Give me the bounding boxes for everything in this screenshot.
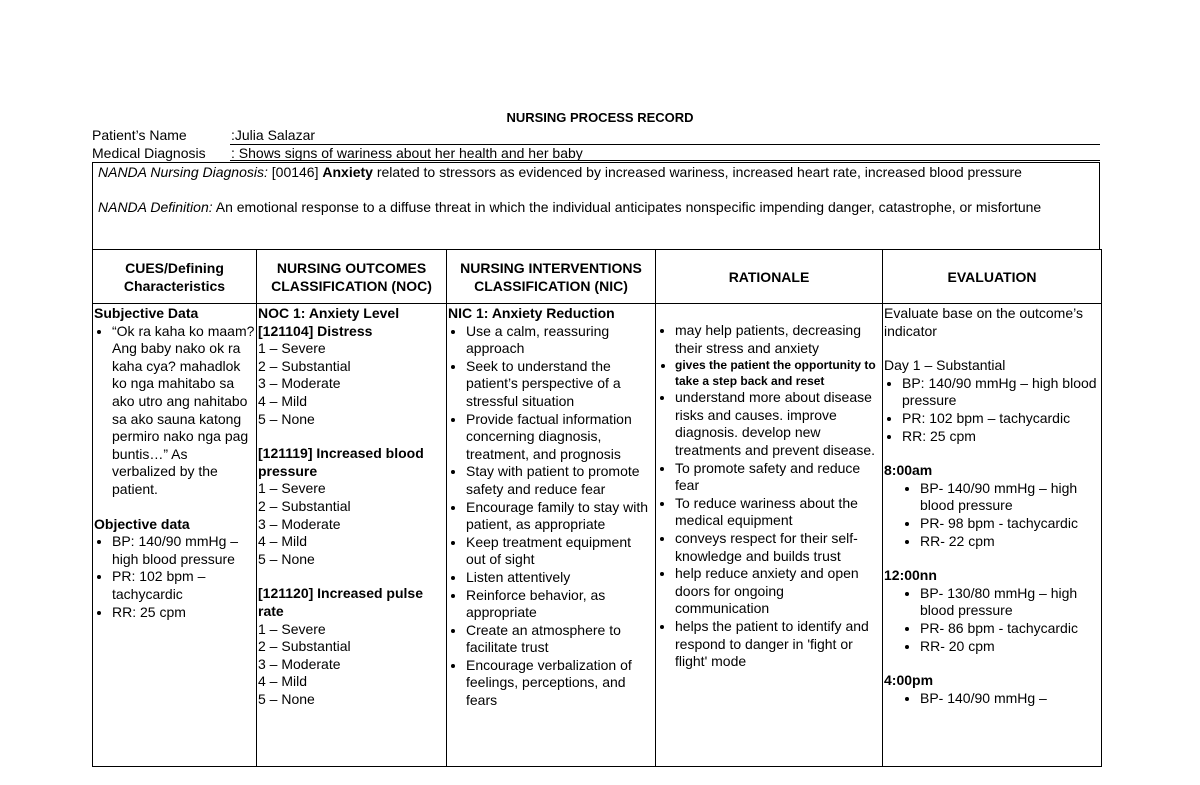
nanda-diagnosis-text: related to stressors as evidenced by increased wariness, increased heart rate, increased blood pressure bbox=[372, 164, 1022, 180]
patient-name-value: :Julia Salazar bbox=[231, 127, 316, 143]
scale-item: 4 – Mild bbox=[258, 392, 308, 409]
table-row bbox=[93, 304, 1102, 767]
column-header-cues: CUES/Defining Characteristics bbox=[93, 250, 257, 304]
patient-name-label: Patient’s Name bbox=[92, 127, 187, 143]
list-item: • PR: 102 bpm – tachycardic bbox=[112, 568, 255, 603]
cues-cell bbox=[93, 304, 257, 767]
evaluation-time: 12:00nn bbox=[884, 567, 937, 584]
rationale-list bbox=[657, 322, 881, 671]
scale-item: 5 – None bbox=[258, 550, 315, 567]
list-item: • PR- 86 bpm - tachycardic bbox=[920, 620, 1100, 638]
nanda-diagnosis-label: NANDA Nursing Diagnosis: bbox=[98, 164, 268, 180]
nanda-definition-text: An emotional response to a diffuse threat in which the individual anticipates nonspecific impending danger, catastrophe, or misfortune bbox=[212, 198, 1042, 215]
list-item: • helps the patient to identify and respond to danger in 'fight or flight' mode bbox=[675, 618, 881, 671]
list-item: • To reduce wariness about the medical equipment bbox=[675, 495, 881, 530]
noc-heading: NOC 1: Anxiety Level bbox=[258, 305, 400, 321]
column-header-noc: NURSING OUTCOMES CLASSIFICATION (NOC) bbox=[257, 250, 447, 304]
list-item: • RR- 20 cpm bbox=[920, 638, 1100, 656]
nic-heading: NIC 1: Anxiety Reduction bbox=[448, 305, 615, 321]
noc-cell bbox=[257, 304, 447, 767]
nanda-diagnosis-term: Anxiety bbox=[322, 164, 373, 180]
list-item: • understand more about disease risks and causes. improve diagnosis. develop new treatments and prevent disease. bbox=[675, 389, 881, 459]
scale-item: 2 – Substantial bbox=[258, 497, 351, 514]
evaluation-intro: Evaluate base on the outcome’s indicator bbox=[884, 305, 1083, 339]
page-title: NURSING PROCESS RECORD bbox=[506, 110, 694, 125]
patient-name-row bbox=[92, 127, 1100, 144]
list-item: • RR: 25 cpm bbox=[902, 428, 1100, 446]
evaluation-day-list bbox=[884, 375, 1100, 445]
evaluation-time-list bbox=[884, 585, 1100, 655]
evaluation-time: 8:00am bbox=[884, 462, 933, 479]
list-item: • help reduce anxiety and open doors for ongoing communication bbox=[675, 565, 881, 618]
list-item: • BP- 130/80 mmHg – high blood pressure bbox=[920, 585, 1100, 620]
list-item: • Encourage family to stay with patient, as appropriate bbox=[466, 499, 654, 534]
noc-group-title: [121119] Increased blood pressure bbox=[258, 445, 424, 479]
scale-item: 3 – Moderate bbox=[258, 515, 341, 532]
scale-item: 1 – Severe bbox=[258, 620, 326, 637]
list-item: • BP- 140/90 mmHg – high blood pressure bbox=[920, 480, 1100, 515]
objective-heading: Objective data bbox=[94, 515, 190, 532]
nanda-definition bbox=[98, 199, 1094, 217]
medical-diagnosis-underline bbox=[230, 160, 1100, 161]
subjective-heading: Subjective Data bbox=[94, 305, 199, 321]
list-item: • BP: 140/90 mmHg – high blood pressure bbox=[902, 375, 1100, 410]
scale-item: 3 – Moderate bbox=[258, 655, 341, 672]
nic-cell bbox=[447, 304, 656, 767]
list-item: • BP: 140/90 mmHg – high blood pressure bbox=[112, 533, 255, 568]
list-item: • Stay with patient to promote safety and reduce fear bbox=[466, 463, 654, 498]
column-header-evaluation: EVALUATION bbox=[883, 250, 1102, 304]
list-item: • Provide factual information concerning diagnosis, treatment, and prognosis bbox=[466, 411, 654, 464]
list-item: • PR: 102 bpm – tachycardic bbox=[902, 410, 1100, 428]
noc-group-title: [121120] Increased pulse rate bbox=[258, 585, 423, 619]
medical-diagnosis-label: Medical Diagnosis bbox=[92, 145, 206, 161]
scale-item: 1 – Severe bbox=[258, 340, 326, 357]
evaluation-time-list bbox=[884, 480, 1100, 550]
medical-diagnosis-value: : Shows signs of wariness about her health and her baby bbox=[231, 145, 583, 161]
rationale-cell bbox=[656, 304, 883, 767]
objective-list bbox=[94, 533, 255, 621]
scale-item: 3 – Moderate bbox=[258, 375, 341, 392]
evaluation-day-label: Day 1 – Substantial bbox=[884, 357, 1006, 374]
scale-item: 2 – Substantial bbox=[258, 638, 351, 655]
scale-item: 4 – Mild bbox=[258, 673, 308, 690]
list-item: • BP- 140/90 mmHg – bbox=[920, 690, 1100, 708]
list-item: • gives the patient the opportunity to take a step back and reset bbox=[675, 357, 881, 389]
nanda-box bbox=[92, 162, 1100, 249]
scale-item: 1 – Severe bbox=[258, 480, 326, 497]
column-header-nic: NURSING INTERVENTIONS CLASSIFICATION (NIC) bbox=[447, 250, 656, 304]
list-item: • RR- 22 cpm bbox=[920, 533, 1100, 551]
list-item: • may help patients, decreasing their stress and anxiety bbox=[675, 322, 881, 357]
list-item: • Seek to understand the patient’s perspective of a stressful situation bbox=[466, 358, 654, 411]
subjective-list bbox=[94, 323, 255, 499]
care-plan-table bbox=[92, 249, 1102, 767]
nanda-definition-label: NANDA Definition: bbox=[98, 198, 213, 215]
scale-item: 2 – Substantial bbox=[258, 357, 351, 374]
table-header-row bbox=[93, 250, 1102, 304]
evaluation-time: 4:00pm bbox=[884, 672, 934, 689]
scale-item: 5 – None bbox=[258, 410, 315, 427]
list-item: • Encourage verbalization of feelings, perceptions, and fears bbox=[466, 657, 654, 710]
column-header-rationale: RATIONALE bbox=[656, 250, 883, 304]
list-item: • Reinforce behavior, as appropriate bbox=[466, 587, 654, 622]
noc-group-title: [121104] Distress bbox=[258, 322, 373, 339]
list-item: • To promote safety and reduce fear bbox=[675, 460, 881, 495]
list-item: • PR- 98 bpm - tachycardic bbox=[920, 515, 1100, 533]
nanda-diagnosis-code: [00146] bbox=[267, 164, 323, 180]
nanda-diagnosis bbox=[98, 164, 1094, 182]
list-item: • conveys respect for their self-knowledge and builds trust bbox=[675, 530, 881, 565]
scale-item: 4 – Mild bbox=[258, 533, 308, 550]
evaluation-time-list bbox=[884, 690, 1100, 708]
list-item: • RR: 25 cpm bbox=[112, 604, 255, 622]
evaluation-cell bbox=[883, 304, 1102, 767]
list-item: • Use a calm, reassuring approach bbox=[466, 323, 654, 358]
scale-item: 5 – None bbox=[258, 690, 315, 707]
list-item: • Listen attentively bbox=[466, 569, 654, 587]
list-item: • Create an atmosphere to facilitate trust bbox=[466, 622, 654, 657]
nic-list bbox=[448, 323, 654, 710]
list-item: • Keep treatment equipment out of sight bbox=[466, 534, 654, 569]
list-item: • “Ok ra kaha ko maam? Ang baby nako ok ra kaha cya? mahadlok ko nga mahitabo sa ako utro ang nahitabo sa ako sauna katong permiro nako nga pag buntis…” As verbalized by the patient. bbox=[112, 323, 255, 499]
